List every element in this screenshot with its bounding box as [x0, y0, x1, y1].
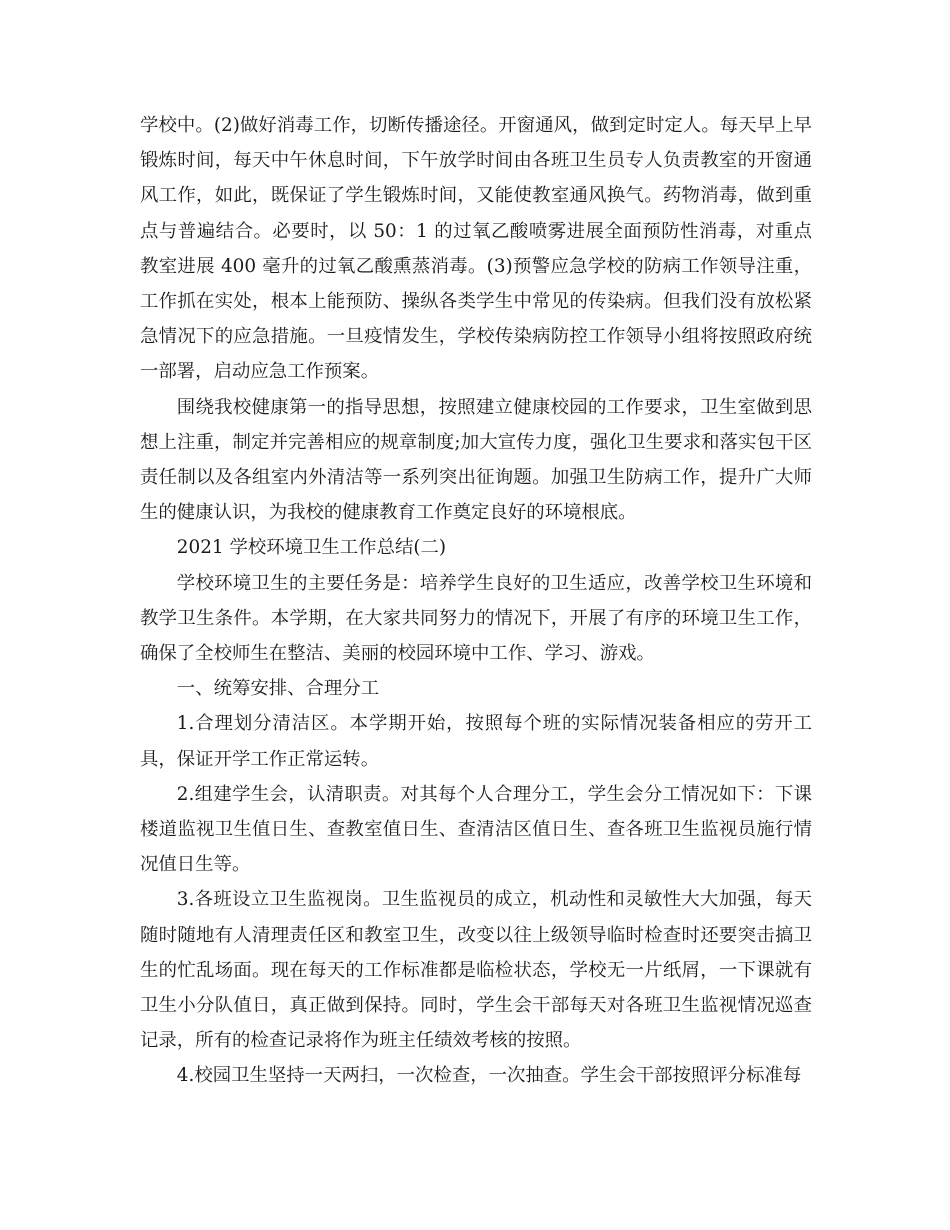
list-item-4: 4.校园卫生坚持一天两扫，一次检查，一次抽查。学生会干部按照评分标准每 — [176, 1065, 802, 1087]
paragraph-3: 学校环境卫生的主要任务是：培养学生良好的卫生适应，改善学校卫生环境和教学卫生条件。本学期，在大家共同努力的情况下，开展了有序的环境卫生工作，确保了全校师生在整洁、美丽的校园环境中工作、学习、游戏。 — [140, 572, 812, 665]
paragraph-2: 围绕我校健康第一的指导思想，按照建立健康校园的工作要求，卫生室做到思想上注重，制定并完善相应的规章制度;加大宣传力度，强化卫生要求和落实包干区责任制以及各组室内外清洁等一系列突出征询题。加强卫生防病工作，提升广大师生的健康认识，为我校的健康教育工作奠定良好的环境根底。 — [140, 396, 812, 524]
section-heading-1: 一、统筹安排、合理分工 — [176, 678, 380, 700]
list-item-2: 2.组建学生会，认清职责。对其每个人合理分工，学生会分工情况如下：下课楼道监视卫生值日生、查教室值日生、查清洁区值日生、查各班卫生监视员施行情况值日生等。 — [140, 783, 812, 876]
list-item-3: 3.各班设立卫生监视岗。卫生监视员的成立，机动性和灵敏性大大加强，每天随时随地有人清理责任区和教室卫生，改变以往上级领导临时检查时还要突击搞卫生的忙乱场面。现在每天的工作标准都是临检状态，学校无一片纸屑，一下课就有卫生小分队值日，真正做到保持。同时，学生会干部每天对各班卫生监视情况巡查记录，所有的检查记录将作为班主任绩效考核的按照。 — [140, 889, 812, 1052]
document-page — [140, 108, 812, 1094]
paragraph-1: 学校中。(2)做好消毒工作，切断传播途径。开窗通风，做到定时定人。每天早上早锻炼时间，每天中午休息时间，下午放学时间由各班卫生员专人负责教室的开窗通风工作，如此，既保证了学生锻炼时间，又能使教室通风换气。药物消毒，做到重点与普遍结合。必要时，以 50：1 的过氧乙酸喷雾进展全面预防性消毒，对重点教室进展 400 毫升的过氧乙酸熏蒸消毒。(3)预警应急学校的防病工作领导注重，工作抓在实处，根本上能预防、操纵各类学生中常见的传染病。但我们没有放松紧急情况下的应急措施。一旦疫情发生，学校传染病防控工作领导小组将按照政府统一部署，启动应急工作预案。 — [140, 115, 812, 383]
section-title-2: 2021 学校环境卫生工作总结(二) — [176, 537, 447, 559]
list-item-1: 1.合理划分清洁区。本学期开始，按照每个班的实际情况装备相应的劳开工具，保证开学工作正常运转。 — [140, 713, 812, 770]
